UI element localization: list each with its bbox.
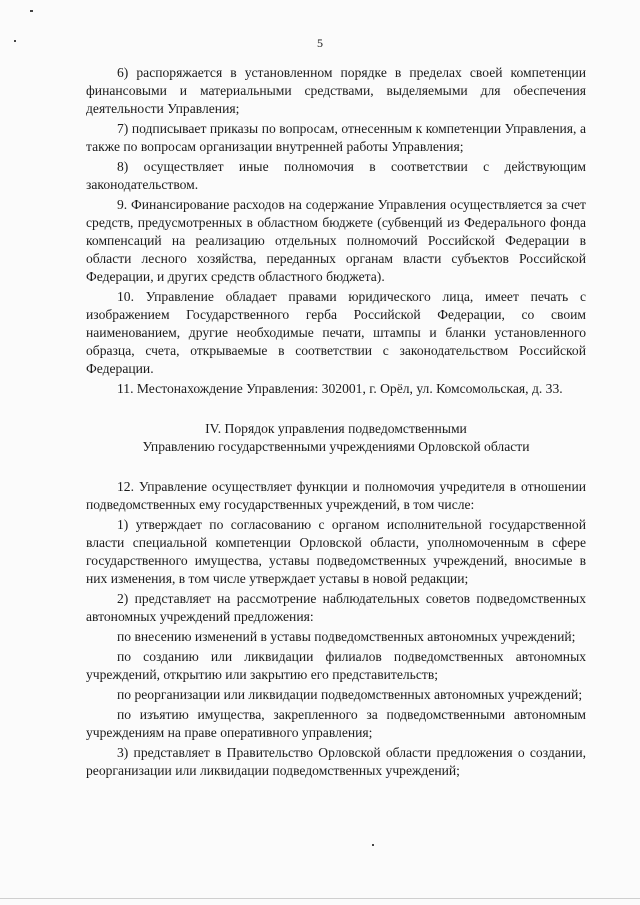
sub-item: по созданию или ликвидации филиалов подведомственных автономных учреждений, открытию или закрытию его представительств;	[86, 649, 586, 682]
section-heading-line: Управлению государственными учреждениями Орловской области	[142, 439, 530, 454]
list-item: 1) утверждает по согласованию с органом исполнительной государственной власти специальной компетенции Орловской области, уполномоченным в сфере государственного имущества, уставы подведомственных учреждений, вносимые в них изменения, в том числе утверждает уставы в новой редакции;	[86, 517, 586, 586]
section-heading-line: IV. Порядок управления подведомственными	[205, 421, 467, 436]
paragraph: 7) подписывает приказы по вопросам, отнесенным к компетенции Управления, а также по вопросам организации внутренней работы Управления;	[86, 121, 586, 154]
page-number: 5	[317, 36, 323, 50]
scan-edge	[0, 898, 640, 899]
scan-mark	[30, 10, 33, 12]
paragraph: 8) осуществляет иные полномочия в соответствии с действующим законодательством.	[86, 159, 586, 192]
sub-item: по внесению изменений в уставы подведомственных автономных учреждений;	[117, 629, 576, 644]
scan-mark	[372, 844, 374, 846]
paragraph: 6) распоряжается в установленном порядке в пределах своей компетенции финансовыми и материальными средствами, выделяемыми для обеспечения деятельности Управления;	[86, 65, 586, 116]
paragraph: 10. Управление обладает правами юридического лица, имеет печать с изображением Государственного герба Российской Федерации, со своим наименованием, другие необходимые печати, штампы и бланки установленного образца, счета, открываемые в соответствии с законодательством Российской Федерации.	[86, 289, 586, 376]
list-item: 3) представляет в Правительство Орловской области предложения о создании, реорганизации или ликвидации подведомственных учреждений;	[86, 745, 586, 778]
paragraph: 12. Управление осуществляет функции и полномочия учредителя в отношении подведомственных ему государственных учреждений, в том числе:	[86, 479, 586, 512]
paragraph: 11. Местонахождение Управления: 302001, г. Орёл, ул. Комсомольская, д. 33.	[117, 381, 563, 396]
sub-item: по изъятию имущества, закрепленного за подведомственными автономным учреждениям на праве оперативного управления;	[86, 707, 586, 740]
document-body	[86, 64, 586, 780]
paragraph: 9. Финансирование расходов на содержание Управления осуществляется за счет средств, предусмотренных в областном бюджете (субвенций из Федерального фонда компенсаций на реализацию отдельных полномочий Российской Федерации в области лесного хозяйства, переданных органам власти субъектов Российской Федерации, и других средств областного бюджета).	[86, 197, 586, 284]
sub-item: по реорганизации или ликвидации подведомственных автономных учреждений;	[117, 687, 583, 702]
section-heading	[86, 420, 586, 456]
list-item: 2) представляет на рассмотрение наблюдательных советов подведомственных автономных учреждений предложения:	[86, 591, 586, 624]
